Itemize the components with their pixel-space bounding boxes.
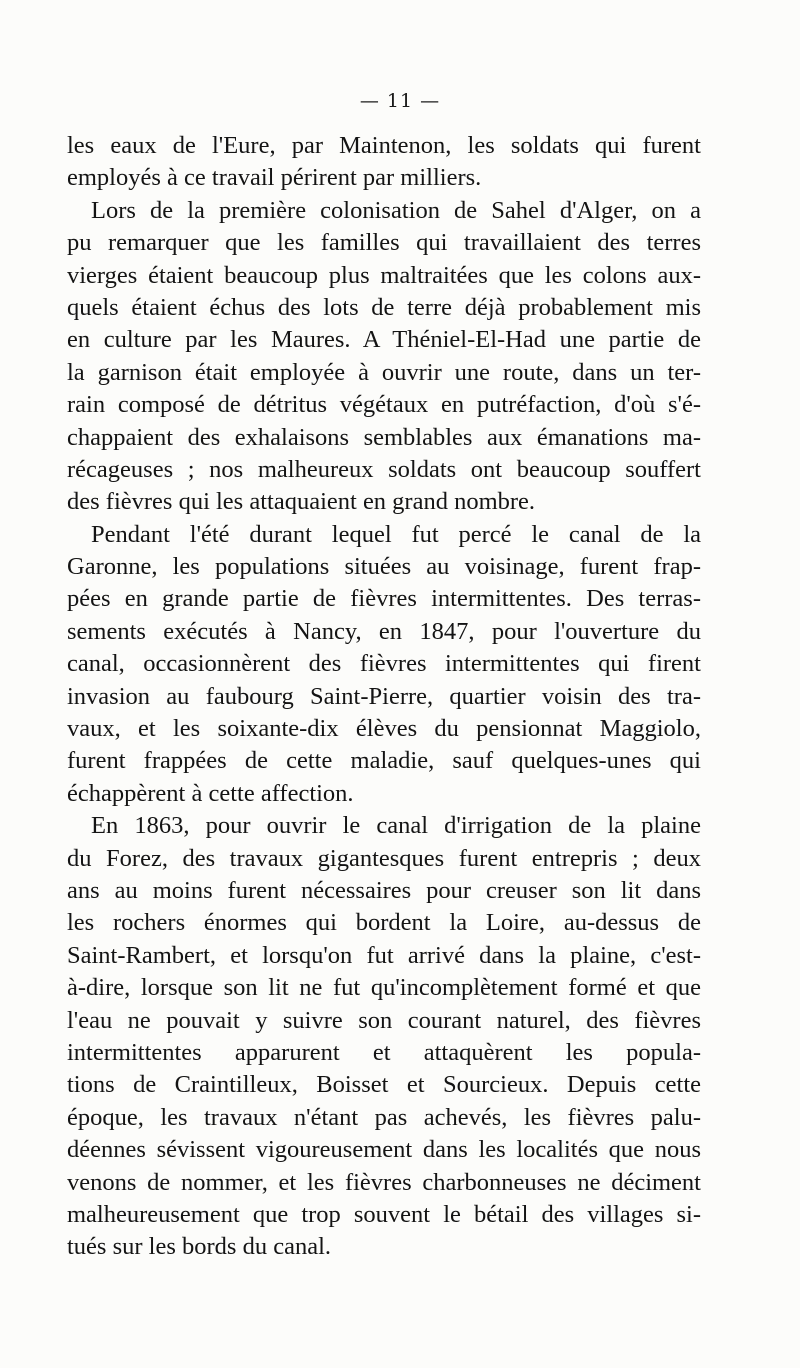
text-line: tués sur les bords du canal. xyxy=(67,1233,331,1261)
text-line: canal, occasionnèrent des fièvres intermittentes qui firent xyxy=(67,650,701,678)
text-line: en culture par les Maures. A Théniel-El-Had une partie de xyxy=(67,326,701,354)
text-line: époque, les travaux n'étant pas achevés, les fièvres palu- xyxy=(67,1103,701,1131)
text-line: Lors de la première colonisation de Sahel d'Alger, on a xyxy=(91,196,701,224)
text-line: furent frappées de cette maladie, sauf quelques-unes qui xyxy=(67,747,701,775)
text-line: la garnison était employée à ouvrir une route, dans un ter- xyxy=(67,358,701,386)
text-line: tions de Craintilleux, Boisset et Sourcieux. Depuis cette xyxy=(67,1071,701,1099)
text-line: récageuses ; nos malheureux soldats ont beaucoup souffert xyxy=(67,455,701,483)
text-line: ans au moins furent nécessaires pour creuser son lit dans xyxy=(67,876,701,904)
text-line: Pendant l'été durant lequel fut percé le canal de la xyxy=(91,520,701,548)
text-line: du Forez, des travaux gigantesques furent entrepris ; deux xyxy=(67,844,701,872)
text-line: Saint-Rambert, et lorsqu'on fut arrivé dans la plaine, c'est- xyxy=(67,941,701,969)
text-line: Garonne, les populations situées au voisinage, furent frap- xyxy=(67,553,701,581)
text-line: quels étaient échus des lots de terre déjà probablement mis xyxy=(67,293,701,321)
text-line: pu remarquer que les familles qui travaillaient des terres xyxy=(67,229,701,257)
paragraph xyxy=(67,519,701,811)
text-line: l'eau ne pouvait y suivre son courant naturel, des fièvres xyxy=(67,1006,701,1034)
text-line: pées en grande partie de fièvres intermittentes. Des terras- xyxy=(67,585,701,613)
text-line: à-dire, lorsque son lit ne fut qu'incomplètement formé et que xyxy=(67,974,701,1002)
paragraph xyxy=(67,130,701,195)
text-line: malheureusement que trop souvent le bétail des villages si- xyxy=(67,1200,701,1228)
text-line: En 1863, pour ouvrir le canal d'irrigation de la plaine xyxy=(91,812,701,840)
body-text xyxy=(67,130,701,1264)
text-line: les eaux de l'Eure, par Maintenon, les soldats qui furent xyxy=(67,132,701,159)
text-line: chappaient des exhalaisons semblables aux émanations ma- xyxy=(67,423,701,451)
text-line: intermittentes apparurent et attaquèrent les popula- xyxy=(67,1038,701,1066)
text-line: employés à ce travail périrent par milliers. xyxy=(67,164,482,192)
text-line: vierges étaient beaucoup plus maltraitées que les colons aux- xyxy=(67,261,701,289)
text-line: vaux, et les soixante-dix élèves du pensionnat Maggiolo, xyxy=(67,715,701,743)
text-line: invasion au faubourg Saint-Pierre, quartier voisin des tra- xyxy=(67,682,701,710)
text-line: déennes sévissent vigoureusement dans les localités que nous xyxy=(67,1136,701,1164)
text-line: sements exécutés à Nancy, en 1847, pour l'ouverture du xyxy=(67,617,701,645)
text-line: rain composé de détritus végétaux en putréfaction, d'où s'é- xyxy=(67,391,701,419)
text-line: des fièvres qui les attaquaient en grand nombre. xyxy=(67,488,536,516)
paragraph xyxy=(67,195,701,519)
text-line: les rochers énormes qui bordent la Loire, au-dessus de xyxy=(67,909,701,937)
page-number: — 11 — xyxy=(359,90,441,112)
text-line: venons de nommer, et les fièvres charbonneuses ne déciment xyxy=(67,1168,701,1196)
text-line: échappèrent à cette affection. xyxy=(67,779,354,807)
paragraph xyxy=(67,810,701,1263)
